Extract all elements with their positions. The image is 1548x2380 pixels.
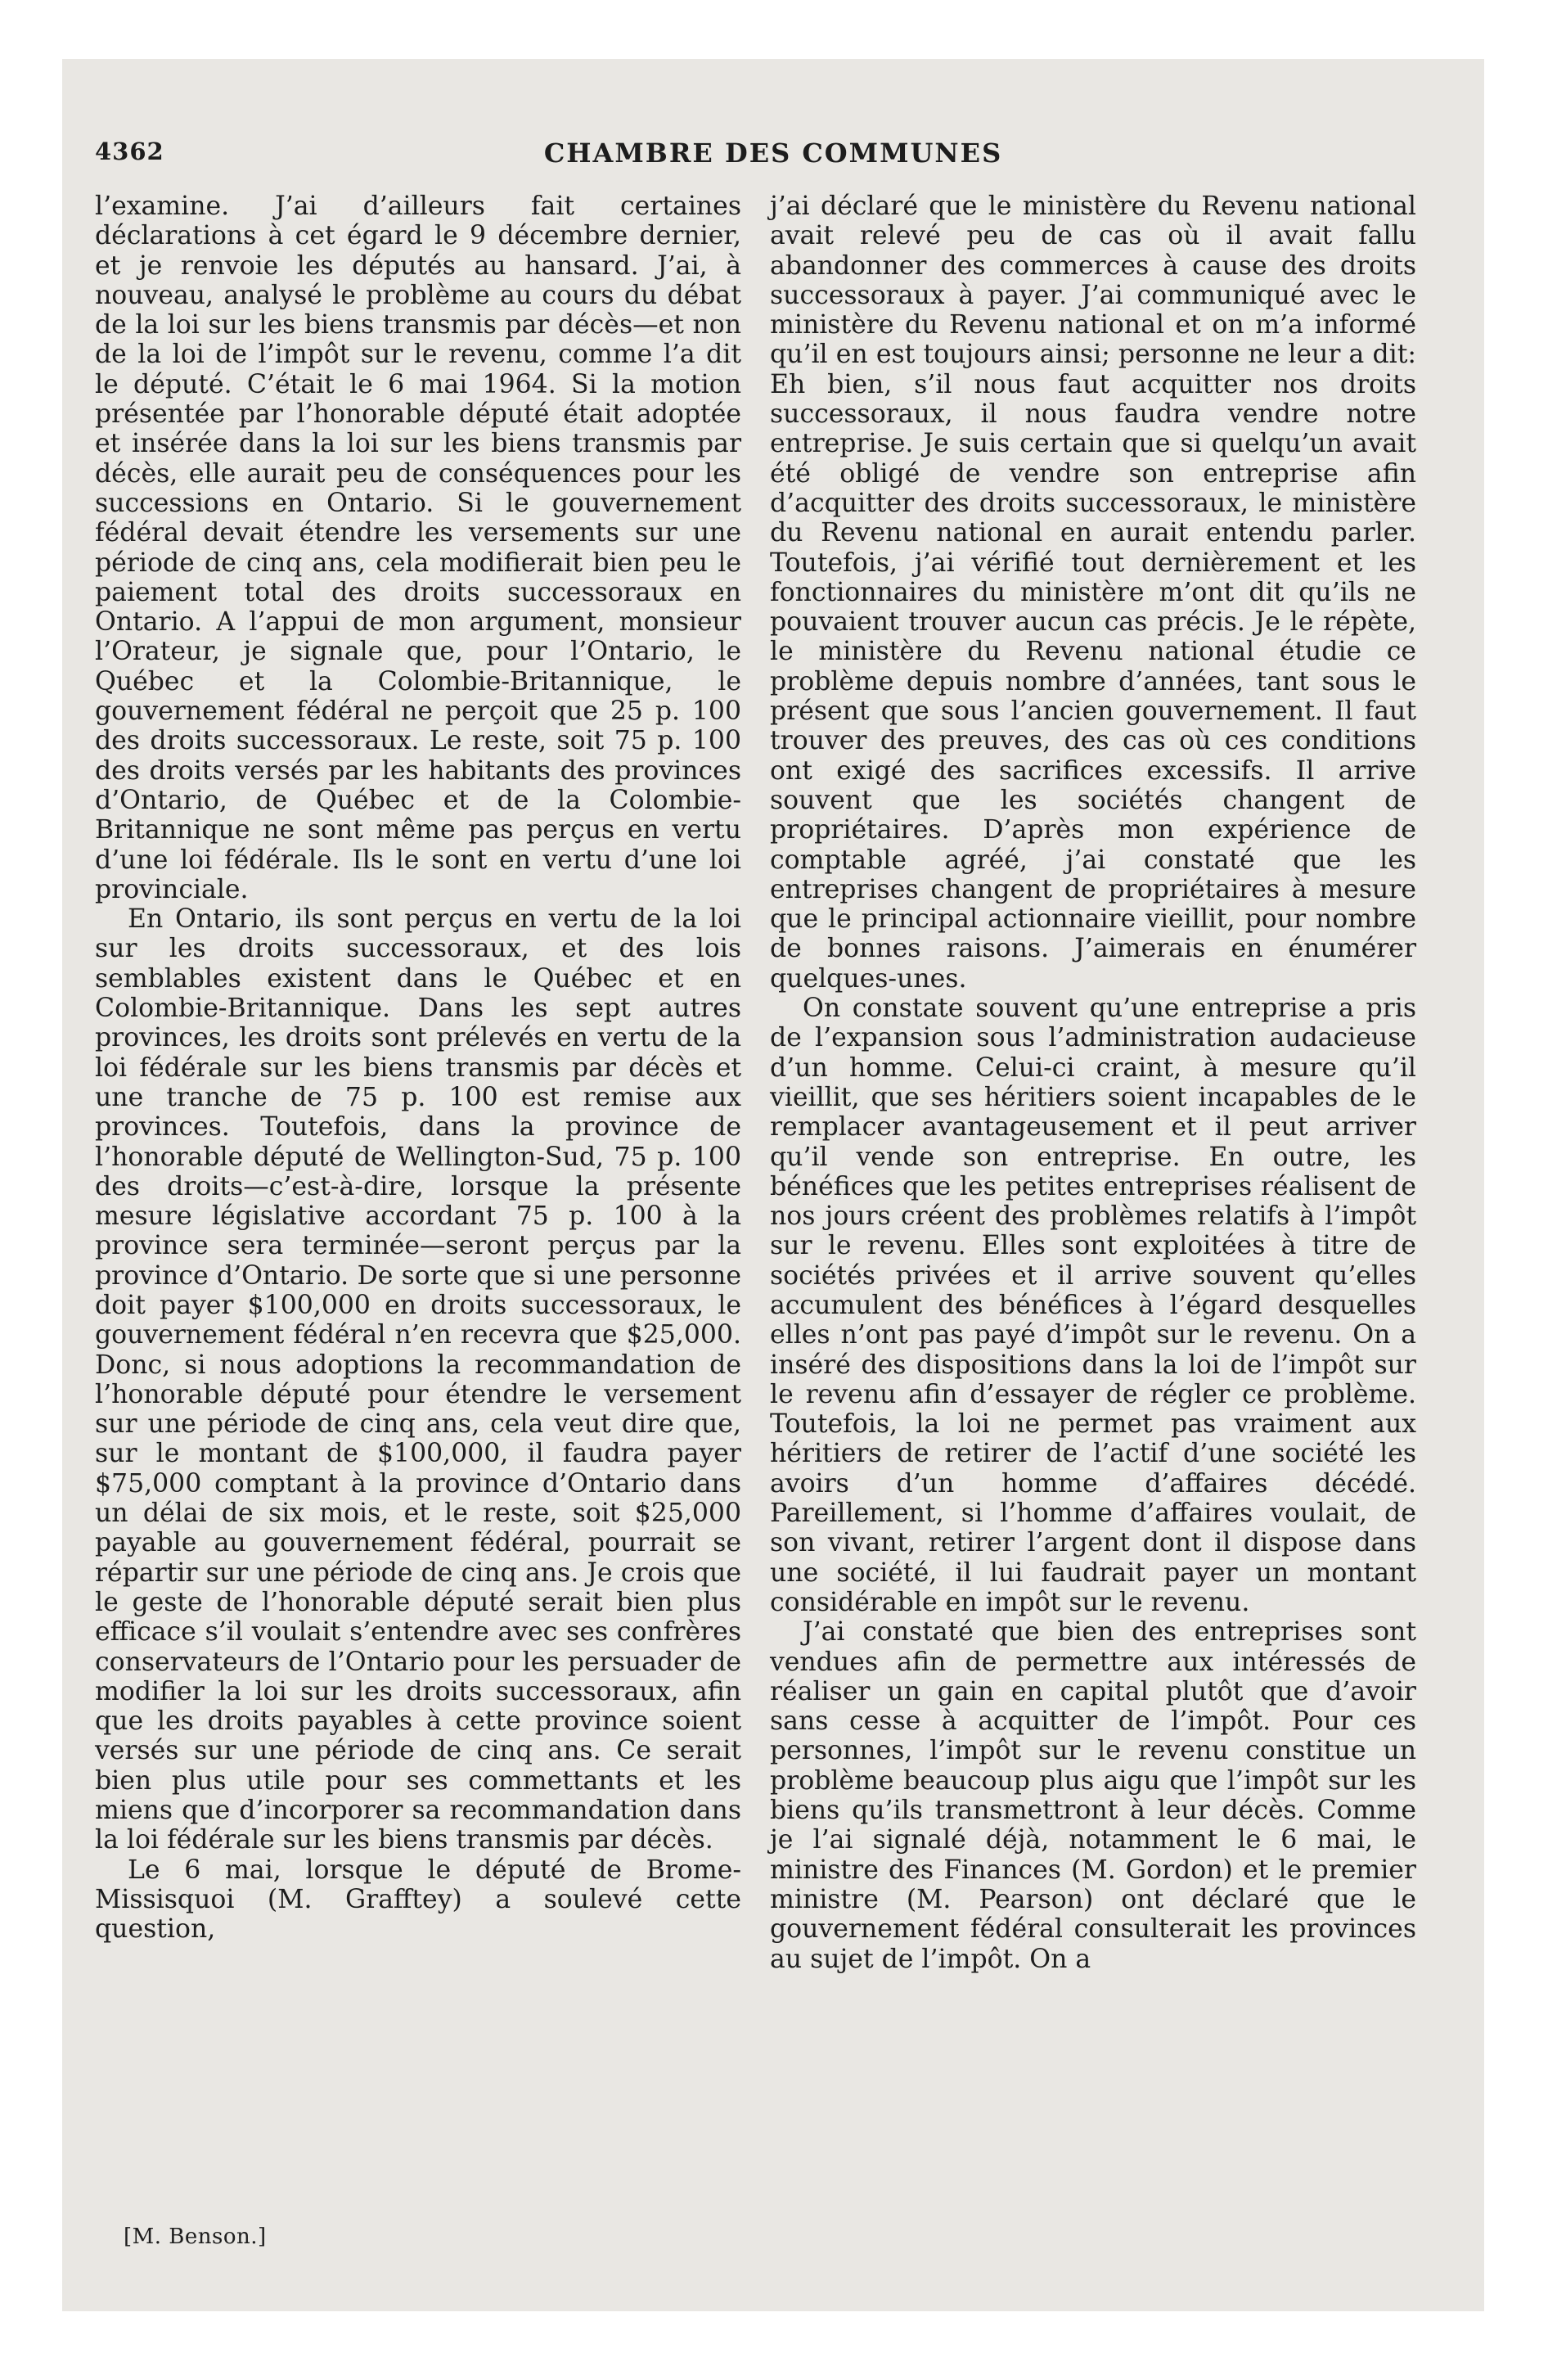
paragraph: En Ontario, ils sont perçus en vertu de la loi sur les droits successoraux, et des lois semblables existent dans le Québec et en Colombie-Britannique. Dans les sept autres provinces, les droits sont prélevés en vertu de la loi fédérale sur les biens transmis par décès et une tranche de 75 p. 100 est remise aux provinces. Toutefois, dans la province de l’honorable député de Wellington-Sud, 75 p. 100 des droits—c’est-à-dire, lorsque la présente mesure législative accordant 75 p. 100 à la province sera terminée—seront perçus par la province d’Ontario. De sorte que si une personne doit payer $100,000 en droits successoraux, le gouvernement fédéral n’en recevra que $25,000. Donc, si nous adoptions la recommandation de l’honorable député pour étendre le versement sur une période de cinq ans, cela veut dire que, sur le montant de $100,000, il faudra payer $75,000 comptant à la province d’Ontario dans un délai de six mois, et le reste, soit $25,000 payable au gouvernement fédéral, pourrait se répartir sur une période de cinq ans. Je crois que le geste de l’honorable député serait bien plus efficace s’il voulait s’entendre avec ses confrères conservateurs de l’Ontario pour les persuader de modifier la loi sur les droits successoraux, afin que les droits payables à cette province soient versés sur une période de cinq ans. Ce serait bien plus utile pour ses commettants et les miens que d’incorporer sa recommandation dans la loi fédérale sur les biens transmis par décès. [95,904,741,1855]
page-number: 4362 [95,137,164,165]
paragraph: j’ai déclaré que le ministère du Revenu national avait relevé peu de cas où il avait fallu abandonner des commerces à cause des droits successoraux à payer. J’ai communiqué avec le ministère du Revenu national et on m’a informé qu’il en est toujours ainsi; personne ne leur a dit: Eh bien, s’il nous faut acquitter nos droits successoraux, il nous faudra vendre notre entreprise. Je suis certain que si quelqu’un avait été obligé de vendre son entreprise afin d’acquitter des droits successoraux, le ministère du Revenu national en aurait entendu parler. Toutefois, j’ai vérifié tout dernièrement et les fonctionnaires du ministère m’ont dit qu’ils ne pouvaient trouver aucun cas précis. Je le répète, le ministère du Revenu national étudie ce problème depuis nombre d’années, tant sous le présent que sous l’ancien gouvernement. Il faut trouver des preuves, des cas où ces conditions ont exigé des sacrifices excessifs. Il arrive souvent que les sociétés changent de propriétaires. D’après mon expérience de comptable agréé, j’ai constaté que les entreprises changent de propriétaires à mesure que le principal actionnaire vieillit, pour nombre de bonnes raisons. J’aimerais en énumérer quelques-unes. [770,192,1416,994]
speaker-note: [M. Benson.] [124,2224,267,2249]
page-header [95,137,1451,177]
left-column [95,192,741,1945]
paragraph: On constate souvent qu’une entreprise a pris de l’expansion sous l’administration audacieuse d’un homme. Celui-ci craint, à mesure qu’il vieillit, que ses héritiers soient incapables de le remplacer avantageusement et il peut arriver qu’il vende son entreprise. En outre, les bénéfices que les petites entreprises réalisent de nos jours créent des problèmes relatifs à l’impôt sur le revenu. Elles sont exploitées à titre de sociétés privées et il arrive souvent qu’elles accumulent des bénéfices à l’égard desquelles elles n’ont pas payé d’impôt sur le revenu. On a inséré des dispositions dans la loi de l’impôt sur le revenu afin d’essayer de régler ce problème. Toutefois, la loi ne permet pas vraiment aux héritiers de retirer de l’actif d’une société les avoirs d’un homme d’affaires décédé. Pareillement, si l’homme d’affaires voulait, de son vivant, retirer l’argent dont il dispose dans une société, il lui faudrait payer un montant considérable en impôt sur le revenu. [770,994,1416,1617]
right-column [770,192,1416,1974]
paragraph: J’ai constaté que bien des entreprises sont vendues afin de permettre aux intéressés de réaliser un gain en capital plutôt que d’avoir sans cesse à acquitter de l’impôt. Pour ces personnes, l’impôt sur le revenu constitue un problème beaucoup plus aigu que l’impôt sur les biens qu’ils transmettront à leur décès. Comme je l’ai signalé déjà, notamment le 6 mai, le ministre des Finances (M. Gordon) et le premier ministre (M. Pearson) ont déclaré que le gouvernement fédéral consulterait les provinces au sujet de l’impôt. On a [770,1617,1416,1974]
page-title: CHAMBRE DES COMMUNES [543,137,1003,169]
document-page [62,59,1484,2311]
paragraph: Le 6 mai, lorsque le député de Brome-Missisquoi (M. Grafftey) a soulevé cette question, [95,1855,741,1945]
paragraph: l’examine. J’ai d’ailleurs fait certaines déclarations à cet égard le 9 décembre dernier, et je renvoie les députés au hansard. J’ai, à nouveau, analysé le problème au cours du débat de la loi sur les biens transmis par décès—et non de la loi de l’impôt sur le revenu, comme l’a dit le député. C’était le 6 mai 1964. Si la motion présentée par l’honorable député était adoptée et insérée dans la loi sur les biens transmis par décès, elle aurait peu de conséquences pour les successions en Ontario. Si le gouvernement fédéral devait étendre les versements sur une période de cinq ans, cela modifierait bien peu le paiement total des droits successoraux en Ontario. A l’appui de mon argument, monsieur l’Orateur, je signale que, pour l’Ontario, le Québec et la Colombie-Britannique, le gouvernement fédéral ne perçoit que 25 p. 100 des droits successoraux. Le reste, soit 75 p. 100 des droits versés par les habitants des provinces d’Ontario, de Québec et de la Colombie-Britannique ne sont même pas perçus en vertu d’une loi fédérale. Ils le sont en vertu d’une loi provinciale. [95,192,741,904]
